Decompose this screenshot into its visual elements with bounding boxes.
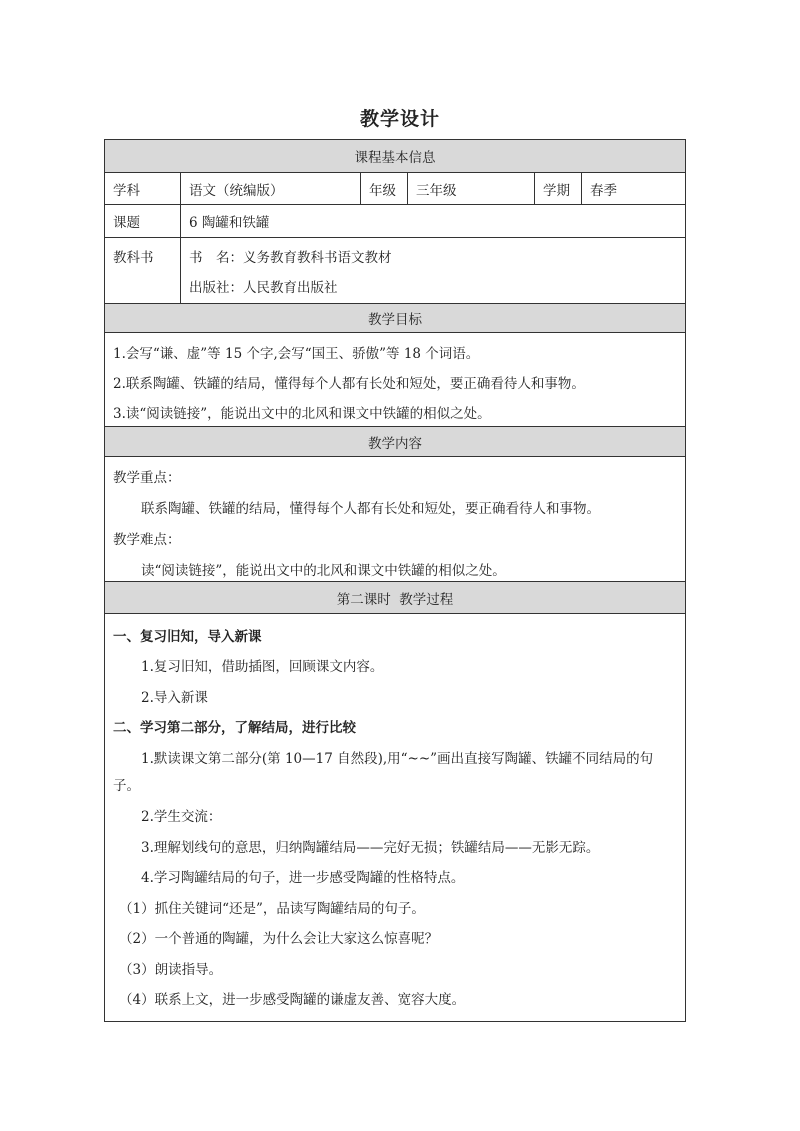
content-header-label: 教学内容 — [368, 435, 422, 452]
subject-value: 语文（统编版） — [180, 173, 360, 204]
content-header — [105, 426, 685, 456]
section2-item: 3.理解划线句的意思，归纳陶罐结局——完好无损；铁罐结局——无影无踪。 — [141, 840, 600, 856]
key-point-label: 教学重点： — [113, 470, 181, 486]
textbook-name-line: 书 名：义务教育教科书语文教材 — [189, 250, 392, 266]
goal-item: 3.读“阅读链接”，能说出文中的北风和课文中铁罐的相似之处。 — [113, 406, 491, 422]
basic-info-header — [105, 140, 685, 172]
section2-subitem: （2）一个普通的陶罐，为什么会让大家这么惊喜呢？ — [119, 931, 439, 947]
grade-label: 年级 — [360, 173, 407, 204]
section1-item: 1.复习旧知，借助插图，回顾课文内容。 — [141, 659, 384, 675]
section2-item: 2.学生交流： — [141, 809, 222, 825]
difficult-point-text: 读“阅读链接”，能说出文中的北风和课文中铁罐的相似之处。 — [141, 563, 506, 579]
section1-item: 2.导入新课 — [141, 690, 208, 706]
section1-title: 一、复习旧知，导入新课 — [113, 629, 262, 645]
document-title: 教学设计 — [359, 108, 440, 130]
section2-item: 4.学习陶罐结局的句子，进一步感受陶罐的性格特点。 — [141, 870, 465, 886]
goal-item: 1.会写“谦、虚”等 15 个字,会写“国王、骄傲”等 18 个词语。 — [113, 346, 480, 362]
section2-subitem: （4）联系上文，进一步感受陶罐的谦虚友善、宽容大度。 — [119, 992, 466, 1008]
process-header — [105, 581, 685, 613]
section2-title: 二、学习第二部分，了解结局，进行比较 — [113, 720, 356, 736]
topic-row — [105, 204, 685, 237]
key-point-text: 联系陶罐、铁罐的结局，懂得每个人都有长处和短处，要正确看待人和事物。 — [141, 501, 600, 517]
goal-item: 2.联系陶罐、铁罐的结局，懂得每个人都有长处和短处，要正确看待人和事物。 — [113, 376, 585, 392]
goals-body — [105, 332, 685, 426]
process-header-label: 第二课时 教学过程 — [336, 591, 454, 608]
goals-header — [105, 303, 685, 332]
goals-header-label: 教学目标 — [368, 312, 422, 328]
difficult-point-label: 教学难点： — [113, 532, 181, 548]
term-label: 学期 — [534, 173, 581, 204]
subject-row — [105, 172, 685, 204]
topic-value: 6 陶罐和铁罐 — [180, 205, 685, 237]
textbook-value — [180, 238, 685, 303]
content-body — [105, 456, 685, 581]
section2-item-1-line2: 子。 — [113, 778, 140, 794]
basic-info-header-label: 课程基本信息 — [354, 150, 436, 166]
topic-label: 课题 — [113, 215, 140, 231]
section2-subitem: （3）朗读指导。 — [119, 962, 223, 978]
textbook-publisher-line: 出版社：人民教育出版社 — [189, 280, 338, 296]
textbook-label: 教科书 — [113, 250, 154, 266]
process-body — [105, 613, 685, 1021]
grade-value: 三年级 — [407, 173, 534, 204]
textbook-row — [105, 237, 685, 303]
lesson-plan-table — [104, 139, 686, 1022]
section2-item-1-line1: 1.默读课文第二部分(第 10—17 自然段),用“~~”画出直接写陶罐、铁罐不同结局的句 — [141, 751, 654, 767]
term-value: 春季 — [581, 173, 685, 204]
section2-subitem: （1）抓住关键词“还是”，品读写陶罐结局的句子。 — [119, 901, 425, 917]
subject-label: 学科 — [113, 182, 140, 199]
